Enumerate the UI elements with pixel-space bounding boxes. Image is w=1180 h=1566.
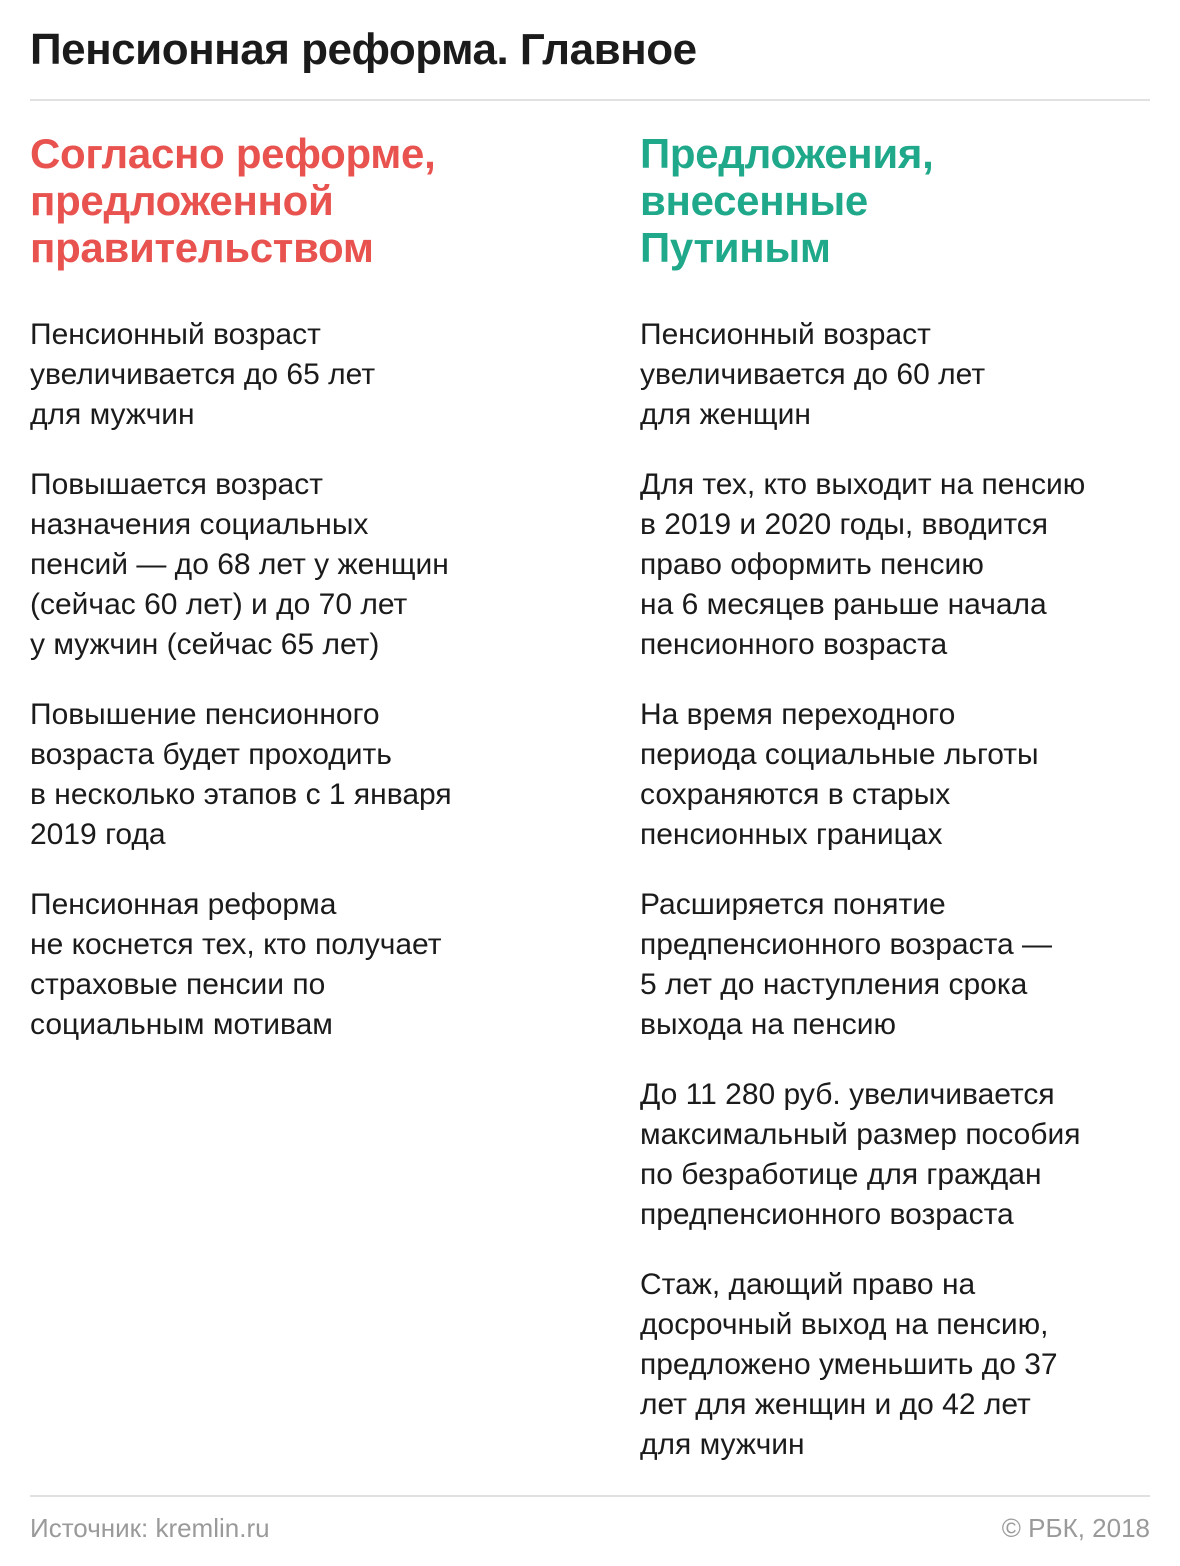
item-line: по безработице для граждан [640, 1158, 1042, 1191]
item-line: на 6 месяцев раньше начала [640, 588, 1047, 621]
item-line: лет для женщин и до 42 лет [640, 1388, 1031, 1421]
item-line: у мужчин (сейчас 65 лет) [30, 628, 380, 661]
putin-item-early-pension [640, 465, 1150, 665]
item-line: Пенсионный возраст [30, 318, 321, 351]
header-divider [30, 99, 1150, 101]
item-line: выхода на пенсию [640, 1008, 897, 1041]
item-line: для женщин [640, 398, 811, 431]
putin-item-social-benefits [640, 695, 1150, 855]
copyright: © РБК, 2018 [1001, 1513, 1150, 1543]
item-line: предложено уменьшить до 37 [640, 1348, 1058, 1381]
item-line: предпенсионного возраста — [640, 928, 1053, 961]
item-line: досрочный выход на пенсию, [640, 1308, 1049, 1341]
government-reform-column [30, 130, 590, 1075]
government-item-social-pension-age [30, 465, 590, 665]
putin-proposals-heading [640, 130, 1150, 271]
item-line: назначения социальных [30, 508, 369, 541]
heading-line: Предложения, [640, 130, 934, 177]
item-line: не коснется тех, кто получает [30, 928, 442, 961]
item-line: На время переходного [640, 698, 956, 731]
government-item-stages [30, 695, 590, 855]
item-line: (сейчас 60 лет) и до 70 лет [30, 588, 408, 621]
item-line: Повышается возраст [30, 468, 323, 501]
item-line: социальным мотивам [30, 1008, 333, 1041]
putin-item-retirement-age-women [640, 315, 1150, 435]
item-line: периода социальные льготы [640, 738, 1039, 771]
item-line: в 2019 и 2020 годы, вводится [640, 508, 1049, 541]
item-line: увеличивается до 65 лет [30, 358, 376, 391]
item-line: 2019 года [30, 818, 166, 851]
putin-item-unemployment-benefit [640, 1075, 1150, 1235]
heading-line: правительством [30, 224, 374, 271]
source-credit: Источник: kremlin.ru [30, 1513, 270, 1543]
item-line: Пенсионная реформа [30, 888, 337, 921]
item-line: для мужчин [30, 398, 195, 431]
putin-item-pre-retirement-age [640, 885, 1150, 1045]
heading-line: Согласно реформе, [30, 130, 436, 177]
item-line: пенсионного возраста [640, 628, 948, 661]
footer-divider [30, 1495, 1150, 1497]
item-line: Стаж, дающий право на [640, 1268, 976, 1301]
item-line: Пенсионный возраст [640, 318, 931, 351]
item-line: 5 лет до наступления срока [640, 968, 1028, 1001]
item-line: для мужчин [640, 1428, 805, 1461]
item-line: До 11 280 руб. увеличивается [640, 1078, 1055, 1111]
item-line: Повышение пенсионного [30, 698, 380, 731]
item-line: предпенсионного возраста [640, 1198, 1014, 1231]
item-line: пенсионных границах [640, 818, 943, 851]
government-item-social-motives [30, 885, 590, 1045]
putin-proposals-column [640, 130, 1150, 1495]
item-line: пенсий — до 68 лет у женщин [30, 548, 449, 581]
item-line: максимальный размер пособия [640, 1118, 1081, 1151]
heading-line: внесенные [640, 177, 868, 224]
item-line: Расширяется понятие [640, 888, 946, 921]
heading-line: предложенной [30, 177, 334, 224]
item-line: сохраняются в старых [640, 778, 951, 811]
item-line: право оформить пенсию [640, 548, 984, 581]
putin-item-seniority [640, 1265, 1150, 1465]
page-title: Пенсионная реформа. Главное [30, 25, 697, 74]
item-line: страховые пенсии по [30, 968, 326, 1001]
government-item-retirement-age-men [30, 315, 590, 435]
item-line: Для тех, кто выходит на пенсию [640, 468, 1086, 501]
government-reform-heading [30, 130, 590, 271]
item-line: увеличивается до 60 лет [640, 358, 986, 391]
item-line: в несколько этапов с 1 января [30, 778, 452, 811]
item-line: возраста будет проходить [30, 738, 392, 771]
heading-line: Путиным [640, 224, 831, 271]
